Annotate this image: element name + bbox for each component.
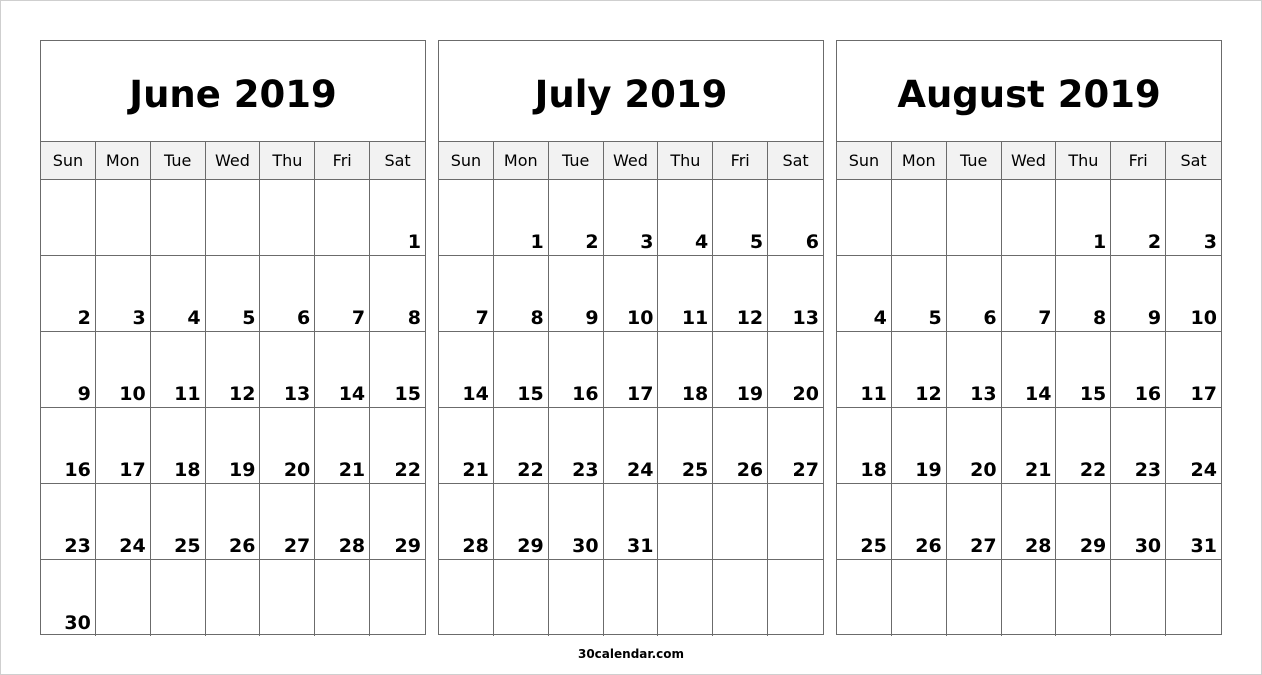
weekday-label-tue: Tue xyxy=(151,142,206,179)
weekday-label-sun: Sun xyxy=(439,142,494,179)
empty-day-cell xyxy=(41,180,96,256)
day-cell[interactable]: 8 xyxy=(494,256,549,332)
empty-day-cell xyxy=(439,560,494,636)
day-cell[interactable]: 16 xyxy=(41,408,96,484)
day-cell[interactable]: 26 xyxy=(206,484,261,560)
day-cell[interactable]: 2 xyxy=(1111,180,1166,256)
weekday-label-wed: Wed xyxy=(1002,142,1057,179)
day-cell[interactable]: 4 xyxy=(837,256,892,332)
empty-day-cell xyxy=(713,560,768,636)
empty-day-cell xyxy=(768,560,823,636)
day-cell[interactable]: 22 xyxy=(1056,408,1111,484)
weekday-label-sat: Sat xyxy=(384,151,411,170)
day-cell[interactable]: 5 xyxy=(206,256,261,332)
day-cell[interactable]: 20 xyxy=(947,408,1002,484)
day-cell[interactable]: 19 xyxy=(892,408,947,484)
day-cell[interactable]: 17 xyxy=(96,408,151,484)
empty-day-cell xyxy=(947,180,1002,256)
weekday-label-wed: Wed xyxy=(206,142,261,179)
day-cell[interactable]: 28 xyxy=(315,484,370,560)
day-cell[interactable]: 20 xyxy=(260,408,315,484)
empty-day-cell xyxy=(260,560,315,636)
day-cell[interactable]: 11 xyxy=(837,332,892,408)
day-cell[interactable]: 29 xyxy=(370,484,425,560)
day-cell[interactable]: 5 xyxy=(892,256,947,332)
day-cell[interactable]: 31 xyxy=(604,484,659,560)
day-cell[interactable]: 30 xyxy=(41,560,96,636)
day-cell[interactable]: 3 xyxy=(604,180,659,256)
day-cell[interactable]: 27 xyxy=(947,484,1002,560)
day-cell[interactable]: 16 xyxy=(1111,332,1166,408)
day-cell[interactable]: 3 xyxy=(96,256,151,332)
empty-day-cell xyxy=(96,180,151,256)
day-cell[interactable]: 23 xyxy=(1111,408,1166,484)
empty-day-cell xyxy=(713,484,768,560)
day-cell[interactable]: 19 xyxy=(206,408,261,484)
calendar-july-2019 xyxy=(438,40,824,635)
day-cell[interactable]: 10 xyxy=(1166,256,1221,332)
weekday-label-fri: Fri xyxy=(315,142,370,179)
empty-day-cell xyxy=(892,180,947,256)
day-cell[interactable]: 11 xyxy=(658,256,713,332)
day-cell[interactable]: 25 xyxy=(837,484,892,560)
empty-day-cell xyxy=(892,560,947,636)
empty-day-cell xyxy=(658,484,713,560)
day-cell[interactable]: 17 xyxy=(1166,332,1221,408)
empty-day-cell xyxy=(658,560,713,636)
empty-day-cell xyxy=(315,180,370,256)
days-grid xyxy=(439,180,823,636)
day-cell[interactable]: 12 xyxy=(713,256,768,332)
day-cell[interactable]: 15 xyxy=(370,332,425,408)
weekday-label-sat: Sat xyxy=(1180,151,1207,170)
weekday-label-fri: Fri xyxy=(1111,142,1166,179)
day-cell[interactable]: 1 xyxy=(370,180,425,256)
day-cell[interactable]: 14 xyxy=(1002,332,1057,408)
day-cell[interactable]: 6 xyxy=(947,256,1002,332)
empty-day-cell xyxy=(837,180,892,256)
day-cell[interactable]: 1 xyxy=(494,180,549,256)
day-cell[interactable]: 10 xyxy=(96,332,151,408)
day-cell[interactable]: 18 xyxy=(658,332,713,408)
days-grid xyxy=(41,180,425,636)
day-cell[interactable]: 29 xyxy=(494,484,549,560)
day-cell[interactable]: 24 xyxy=(604,408,659,484)
day-cell[interactable]: 21 xyxy=(315,408,370,484)
calendar-june-2019 xyxy=(40,40,426,635)
empty-day-cell xyxy=(260,180,315,256)
day-cell[interactable]: 10 xyxy=(604,256,659,332)
day-cell[interactable]: 20 xyxy=(768,332,823,408)
empty-day-cell xyxy=(1111,560,1166,636)
day-cell[interactable]: 3 xyxy=(1166,180,1221,256)
weekday-header-row xyxy=(41,142,425,180)
day-cell[interactable]: 8 xyxy=(1056,256,1111,332)
weekday-label-sat: Sat xyxy=(782,151,809,170)
day-cell[interactable]: 30 xyxy=(1111,484,1166,560)
day-cell[interactable]: 9 xyxy=(41,332,96,408)
footer-credit[interactable]: 30calendar.com xyxy=(577,647,685,661)
empty-day-cell xyxy=(206,180,261,256)
empty-day-cell xyxy=(439,180,494,256)
day-cell[interactable]: 26 xyxy=(713,408,768,484)
day-cell[interactable]: 29 xyxy=(1056,484,1111,560)
day-cell[interactable]: 9 xyxy=(1111,256,1166,332)
empty-day-cell xyxy=(315,560,370,636)
day-cell[interactable]: 21 xyxy=(1002,408,1057,484)
days-grid xyxy=(837,180,1221,636)
day-cell[interactable]: 27 xyxy=(768,408,823,484)
day-cell[interactable]: 30 xyxy=(549,484,604,560)
weekday-label-thu: Thu xyxy=(1056,142,1111,179)
empty-day-cell xyxy=(151,560,206,636)
empty-day-cell xyxy=(151,180,206,256)
day-cell[interactable]: 7 xyxy=(1002,256,1057,332)
empty-day-cell xyxy=(96,560,151,636)
day-cell[interactable]: 16 xyxy=(549,332,604,408)
day-cell[interactable]: 28 xyxy=(439,484,494,560)
empty-day-cell xyxy=(494,560,549,636)
day-cell[interactable]: 1 xyxy=(1056,180,1111,256)
day-cell[interactable]: 17 xyxy=(604,332,659,408)
day-cell[interactable]: 22 xyxy=(494,408,549,484)
weekday-label-mon: Mon xyxy=(892,142,947,179)
day-cell[interactable]: 27 xyxy=(260,484,315,560)
day-cell[interactable]: 6 xyxy=(260,256,315,332)
weekday-label-thu: Thu xyxy=(658,142,713,179)
day-cell[interactable]: 22 xyxy=(370,408,425,484)
calendar-august-2019 xyxy=(836,40,1222,635)
day-cell[interactable]: 13 xyxy=(947,332,1002,408)
day-cell[interactable]: 23 xyxy=(549,408,604,484)
empty-day-cell xyxy=(1002,180,1057,256)
weekday-label-sun: Sun xyxy=(837,142,892,179)
weekday-label-sun: Sun xyxy=(41,142,96,179)
day-cell[interactable]: 31 xyxy=(1166,484,1221,560)
weekday-label-tue: Tue xyxy=(947,142,1002,179)
day-cell[interactable]: 9 xyxy=(549,256,604,332)
weekday-label-mon: Mon xyxy=(96,142,151,179)
empty-day-cell xyxy=(604,560,659,636)
day-cell[interactable]: 4 xyxy=(151,256,206,332)
weekday-label-tue: Tue xyxy=(549,142,604,179)
day-cell[interactable]: 15 xyxy=(494,332,549,408)
day-cell[interactable]: 6 xyxy=(768,180,823,256)
month-title: June 2019 xyxy=(41,41,425,142)
day-cell[interactable]: 11 xyxy=(151,332,206,408)
day-cell[interactable]: 12 xyxy=(206,332,261,408)
day-cell[interactable]: 7 xyxy=(315,256,370,332)
day-cell[interactable]: 21 xyxy=(439,408,494,484)
empty-day-cell xyxy=(768,484,823,560)
day-cell[interactable]: 24 xyxy=(1166,408,1221,484)
day-cell[interactable]: 26 xyxy=(892,484,947,560)
day-cell[interactable]: 28 xyxy=(1002,484,1057,560)
day-cell[interactable]: 4 xyxy=(658,180,713,256)
day-cell[interactable]: 25 xyxy=(151,484,206,560)
empty-day-cell xyxy=(206,560,261,636)
day-cell[interactable]: 2 xyxy=(549,180,604,256)
day-cell[interactable]: 8 xyxy=(370,256,425,332)
month-title: August 2019 xyxy=(837,41,1221,142)
day-cell[interactable]: 14 xyxy=(439,332,494,408)
empty-day-cell xyxy=(837,560,892,636)
weekday-label-fri: Fri xyxy=(713,142,768,179)
empty-day-cell xyxy=(549,560,604,636)
empty-day-cell xyxy=(1002,560,1057,636)
weekday-header-row xyxy=(439,142,823,180)
day-cell[interactable]: 14 xyxy=(315,332,370,408)
weekday-label-mon: Mon xyxy=(494,142,549,179)
weekday-label-wed: Wed xyxy=(604,142,659,179)
day-cell[interactable]: 15 xyxy=(1056,332,1111,408)
day-cell[interactable]: 19 xyxy=(713,332,768,408)
day-cell[interactable]: 24 xyxy=(96,484,151,560)
month-title: July 2019 xyxy=(439,41,823,142)
empty-day-cell xyxy=(947,560,1002,636)
day-cell[interactable]: 2 xyxy=(41,256,96,332)
empty-day-cell xyxy=(1056,560,1111,636)
day-cell[interactable]: 13 xyxy=(768,256,823,332)
weekday-label-thu: Thu xyxy=(260,142,315,179)
empty-day-cell xyxy=(370,560,425,636)
day-cell[interactable]: 18 xyxy=(151,408,206,484)
day-cell[interactable]: 23 xyxy=(41,484,96,560)
day-cell[interactable]: 13 xyxy=(260,332,315,408)
day-cell[interactable]: 12 xyxy=(892,332,947,408)
empty-day-cell xyxy=(1166,560,1221,636)
day-cell[interactable]: 25 xyxy=(658,408,713,484)
day-cell[interactable]: 7 xyxy=(439,256,494,332)
day-cell[interactable]: 5 xyxy=(713,180,768,256)
weekday-header-row xyxy=(837,142,1221,180)
day-cell[interactable]: 18 xyxy=(837,408,892,484)
